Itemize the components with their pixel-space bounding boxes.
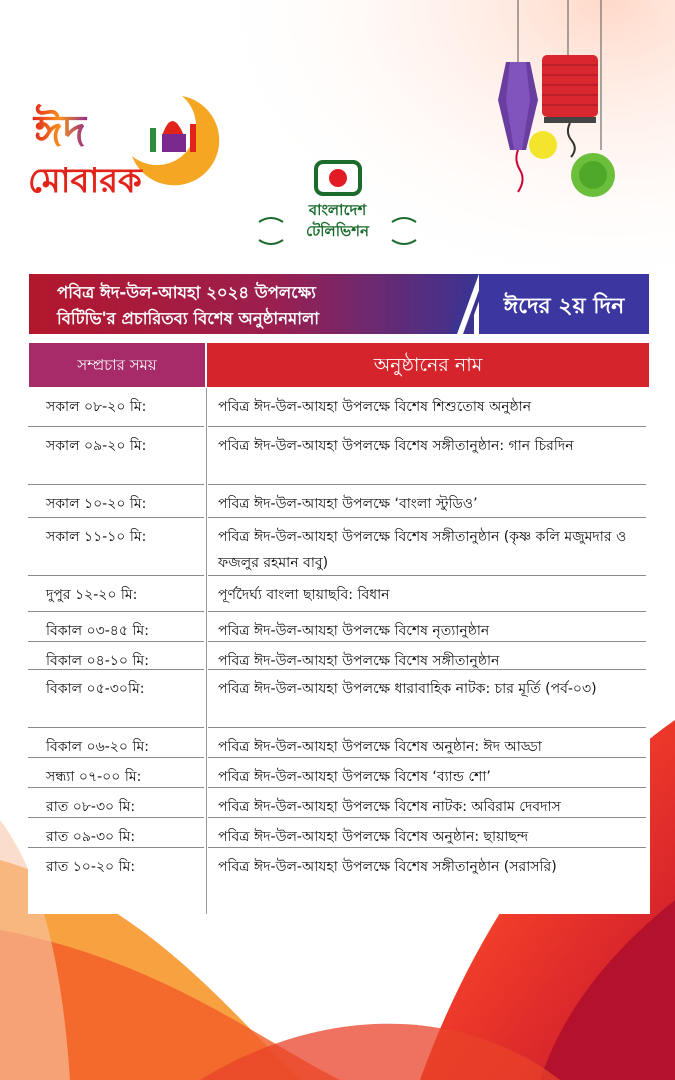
row-program: পবিত্র ঈদ-উল-আযহা উপলক্ষে বিশেষ সঙ্গীতানুষ্ঠান (সরাসরি) [218,859,557,875]
row-program: পবিত্র ঈদ-উল-আযহা উপলক্ষে বিশেষ সঙ্গীতানুষ্ঠান: গান চিরদিন [218,438,574,454]
lanterns-decoration [478,0,638,210]
btv-logo-icon [314,160,362,196]
row-program: পবিত্র ঈদ-উল-আযহা উপলক্ষে বিশেষ নৃত্যানুষ্ঠান [218,623,490,639]
table-row [28,518,650,576]
row-program: পবিত্র ঈদ-উল-আযহা উপলক্ষে বিশেষ অনুষ্ঠান: ঈদ আড্ডা [218,739,542,755]
row-time: সকাল ০৯-২০ মি: [46,438,147,454]
eid-logo-line2: মোবারক [28,161,142,201]
btv-name-line2: টেলিভিশন [305,222,370,240]
row-program: পবিত্র ঈদ-উল-আযহা উপলক্ষে বিশেষ নাটক: অবিরাম দেবদাস [218,799,561,815]
row-program: পবিত্র ঈদ-উল-আযহা উপলক্ষে বিশেষ ‘ব্যান্ড শো’ [218,769,491,785]
row-program: পবিত্র ঈদ-উল-আযহা উপলক্ষে বিশেষ অনুষ্ঠান: ছায়াছন্দ [218,829,529,845]
table-row [28,848,650,884]
table-row [28,642,650,670]
row-time: রাত ০৯-৩০ মি: [46,829,136,845]
btv-name-line1: বাংলাদেশ [308,201,367,219]
table-row [28,388,650,427]
table-column-headers [29,343,649,387]
row-program: পবিত্র ঈদ-উল-আযহা উপলক্ষে বিশেষ শিশুতোষ অনুষ্ঠান [218,399,532,415]
header-title-band [29,274,474,334]
row-program: পূর্ণদৈর্ঘ্য বাংলা ছায়াছবি: বিধান [218,587,390,603]
row-time: বিকাল ০৬-২০ মি: [46,739,149,755]
table-row [28,427,650,485]
table-row [28,612,650,642]
header-day-badge [479,274,649,334]
header-title-line2: বিটিভি'র প্রচারিতব্য বিশেষ অনুষ্ঠানমালা [57,309,320,328]
table-row [28,670,650,728]
row-time: সন্ধ্যা ০৭-০০ মি: [46,769,142,785]
row-program: পবিত্র ঈদ-উল-আযহা উপলক্ষে ‘বাংলা স্টুডিও’ [218,496,478,512]
btv-logo [255,160,420,270]
row-program: পবিত্র ঈদ-উল-আযহা উপলক্ষে বিশেষ সঙ্গীতানুষ্ঠান [218,653,500,669]
schedule-header [29,274,649,334]
row-time: দুপুর ১২-২০ মি: [46,587,138,603]
row-time: বিকাল ০৩-৪৫ মি: [46,623,149,639]
yellow-pompom-icon [529,131,557,159]
schedule-table [28,388,650,914]
eid-mubarak-logo [22,86,222,206]
row-time: সকাল ১১-১০ মি: [46,529,147,545]
table-row [28,788,650,818]
eid-logo-line1: ঈদ [34,106,86,157]
table-row [28,818,650,848]
table-row [28,728,650,758]
row-time: রাত ০৮-৩০ মি: [46,799,136,815]
table-row [28,576,650,612]
table-row [28,485,650,518]
row-time: বিকাল ০৫-৩০মি: [46,681,145,697]
header-title-line1: পবিত্র ঈদ-উল-আযহা ২০২৪ উপলক্ষ্যে [57,283,316,302]
row-program: পবিত্র ঈদ-উল-আযহা উপলক্ষে বিশেষ সঙ্গীতানুষ্ঠান (কৃষ্ণ কলি মজুমদার ও ফজলুর রহমান বাবু) [218,529,627,571]
row-time: বিকাল ০৪-১০ মি: [46,653,149,669]
btv-ornament-icon [255,208,420,254]
column-header-time: সম্প্রচার সময় [29,343,205,387]
row-time: সকাল ১০-২০ মি: [46,496,147,512]
purple-lantern-icon [498,62,538,192]
column-header-program: অনুষ্ঠানের নাম [207,343,649,387]
header-day-label: ঈদের ২য় দিন [503,294,625,319]
row-program: পবিত্র ঈদ-উল-আযহা উপলক্ষে ধারাবাহিক নাটক: চার মূর্তি (পর্ব-০৩) [218,681,597,697]
row-time: রাত ১০-২০ মি: [46,859,136,875]
table-row [28,758,650,788]
row-time: সকাল ০৮-২০ মি: [46,399,147,415]
